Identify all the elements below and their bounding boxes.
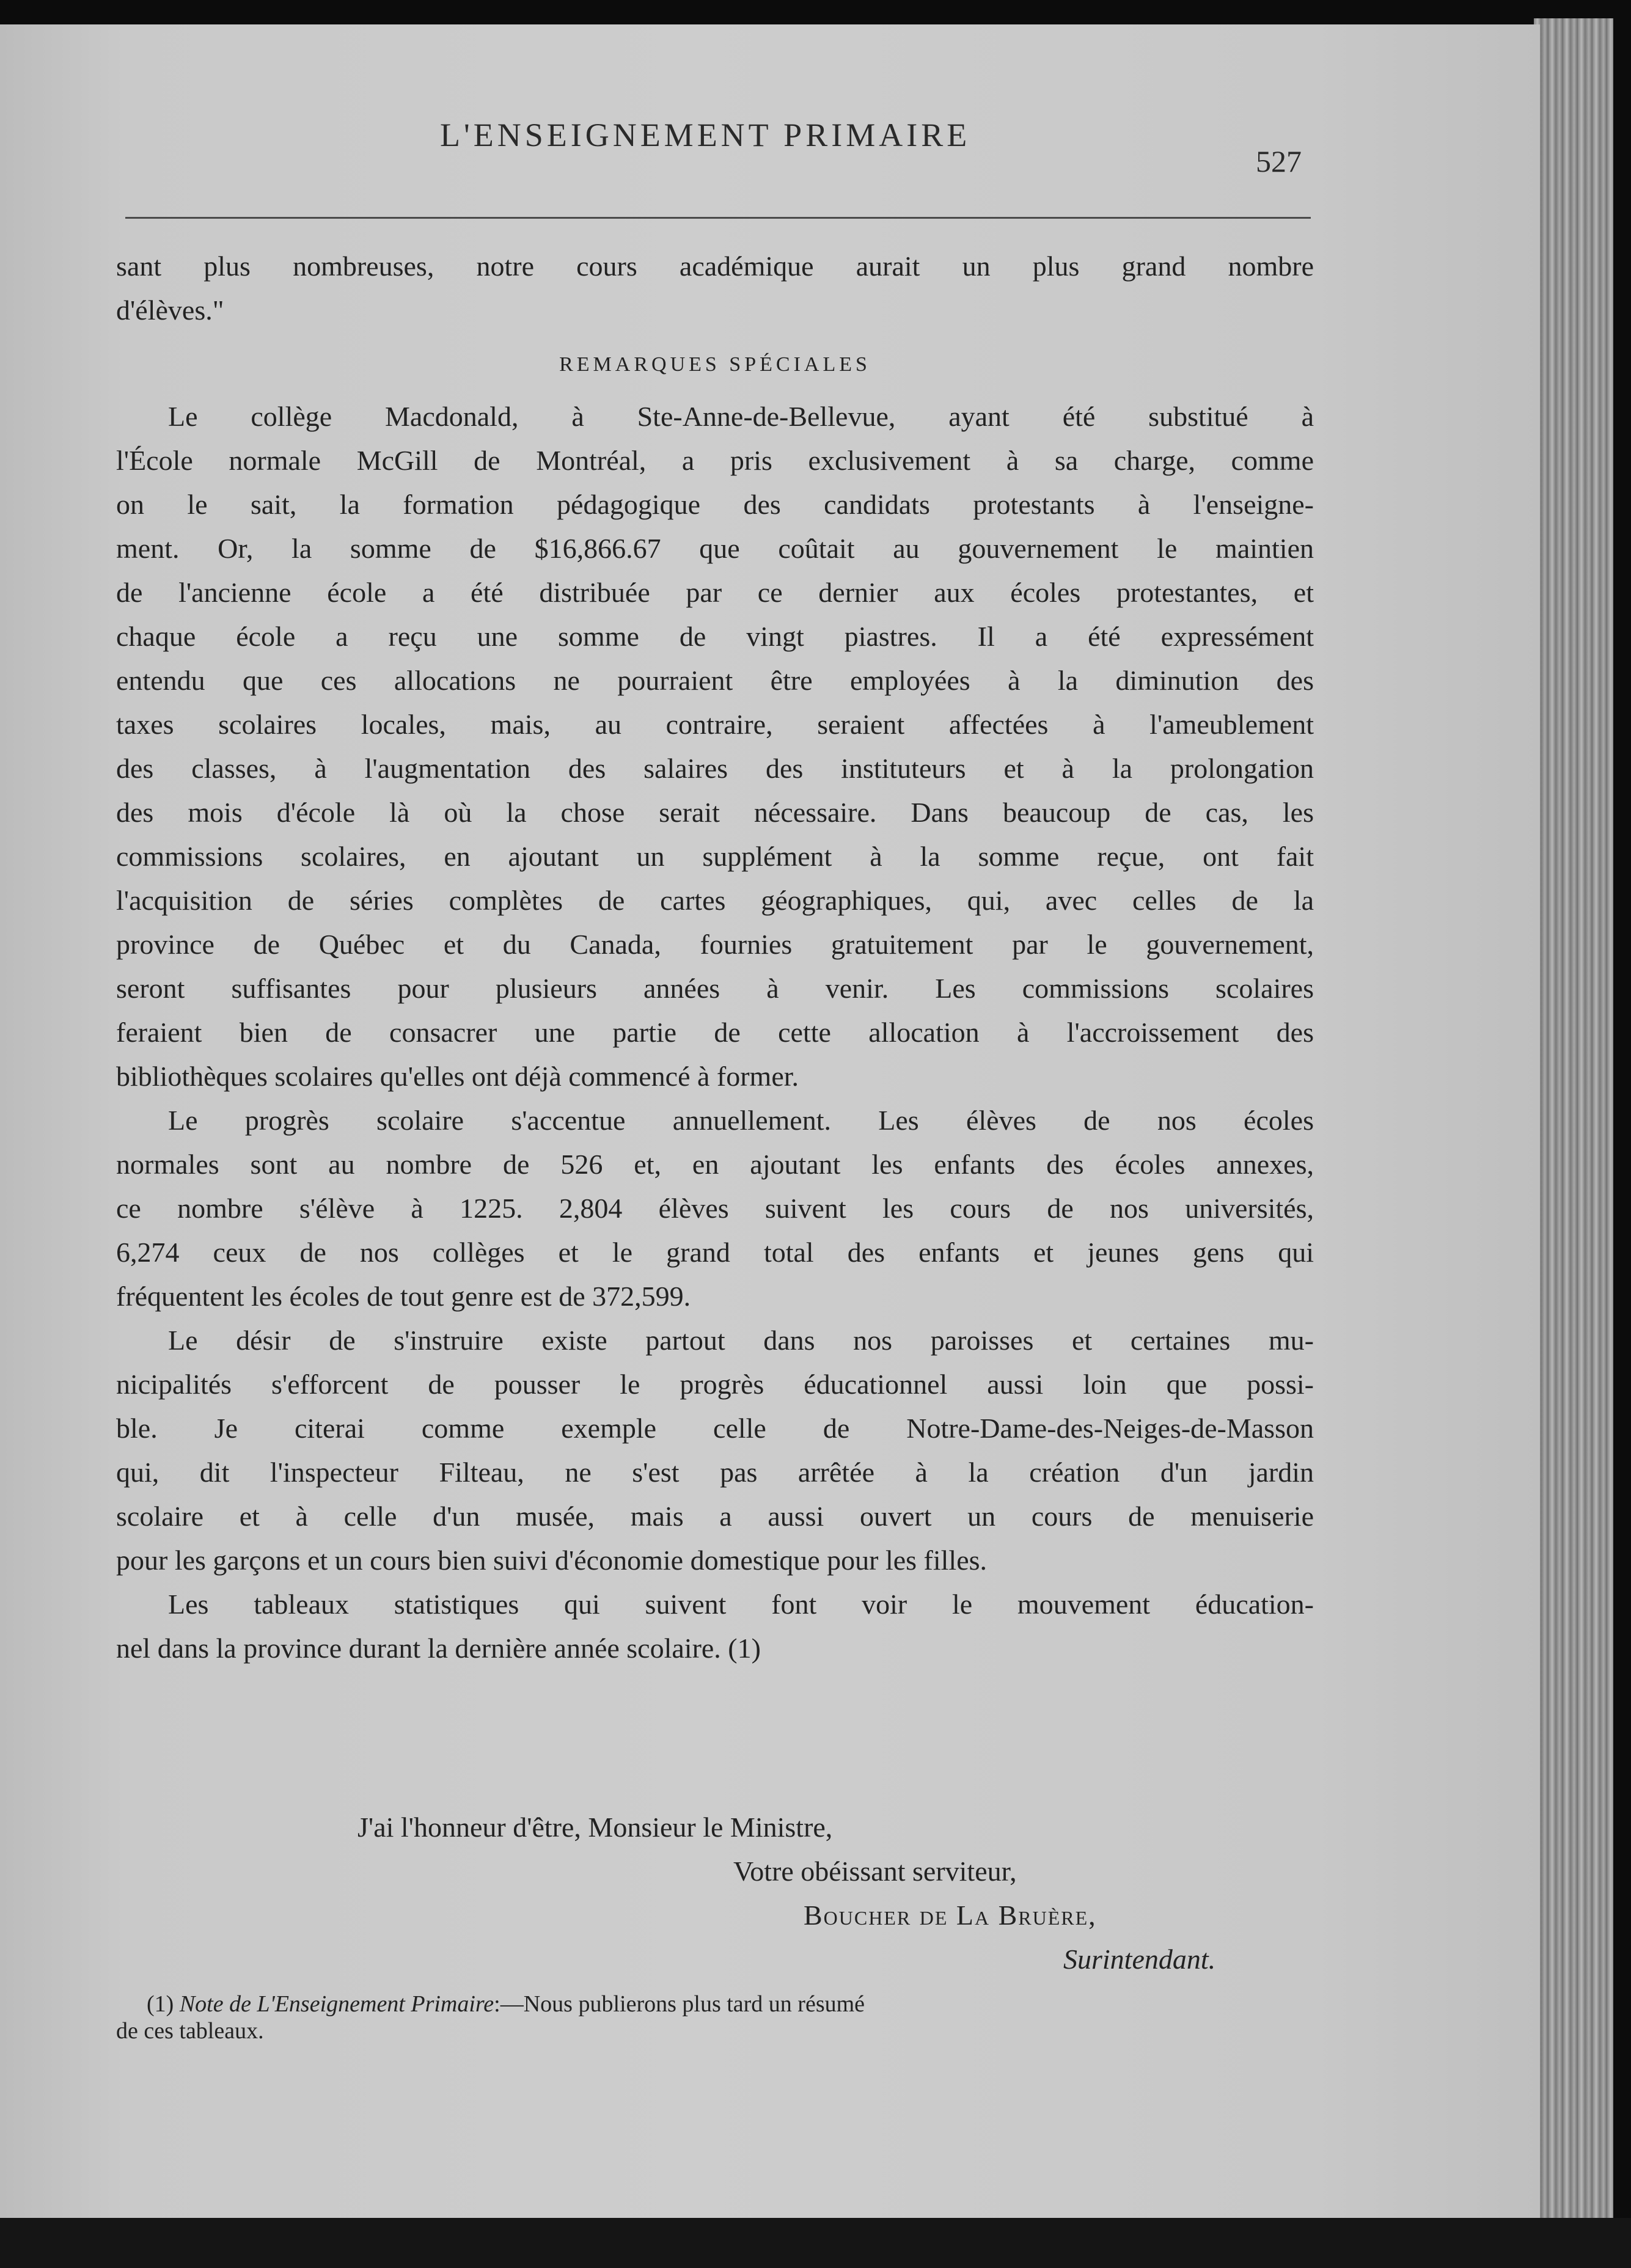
paragraph-3 [116, 1319, 1314, 1582]
text-line: d'élèves." [116, 294, 224, 326]
text-line: des mois d'école là où la chose serait nécessaire. Dans beaucoup de cas, les [116, 797, 1314, 828]
footnote-text: :—Nous publierons plus tard un résumé [494, 1991, 865, 2017]
footnote-text-continued: de ces tableaux. [116, 2018, 264, 2044]
text-line: Le progrès scolaire s'accentue annuellement. Les élèves de nos écoles [168, 1105, 1314, 1136]
text-line: Le désir de s'instruire existe partout dans nos paroisses et certaines mu- [168, 1325, 1314, 1356]
text-line: qui, dit l'inspecteur Filteau, ne s'est pas arrêtée à la création d'un jardin [116, 1457, 1314, 1488]
text-line: sant plus nombreuses, notre cours académique aurait un plus grand nombre [116, 251, 1314, 282]
text-line: province de Québec et du Canada, fournies gratuitement par le gouvernement, [116, 929, 1314, 960]
page [0, 24, 1540, 2236]
text-line: ble. Je citerai comme exemple celle de Notre-Dame-des-Neiges-de-Masson [116, 1413, 1314, 1444]
text-line: des classes, à l'augmentation des salaires des instituteurs et à la prolongation [116, 753, 1314, 784]
text-line: de l'ancienne école a été distribuée par ce dernier aux écoles protestantes, et [116, 577, 1314, 608]
text-line: feraient bien de consacrer une partie de cette allocation à l'accroissement des [116, 1017, 1314, 1048]
text-line: bibliothèques scolaires qu'elles ont déjà commencé à former. [116, 1061, 799, 1092]
text-line: Le collège Macdonald, à Ste-Anne-de-Bellevue, ayant été substitué à [168, 401, 1314, 432]
letter-closing [116, 1805, 1314, 1981]
text-line: pour les garçons et un cours bien suivi d'économie domestique pour les filles. [116, 1545, 988, 1576]
paragraph-4 [116, 1582, 1314, 1670]
text-line: fréquentent les écoles de tout genre est de 372,599. [116, 1281, 691, 1312]
text-line: Les tableaux statistiques qui suivent font voir le mouvement éducation- [168, 1589, 1314, 1620]
signatory-title: Surintendant. [1063, 1944, 1216, 1975]
text-line: ce nombre s'élève à 1225. 2,804 élèves suivent les cours de nos universités, [116, 1193, 1314, 1224]
text-line: 6,274 ceux de nos collèges et le grand total des enfants et jeunes gens qui [116, 1237, 1314, 1268]
body-text [116, 244, 1314, 1670]
salutation: J'ai l'honneur d'être, Monsieur le Ministre, [357, 1812, 833, 1843]
text-line: on le sait, la formation pédagogique des candidats protestants à l'enseigne- [116, 489, 1314, 520]
running-head: L'ENSEIGNEMENT PRIMAIRE [440, 117, 971, 153]
text-line: entendu que ces allocations ne pourraient être employées à la diminution des [116, 665, 1314, 696]
text-line: chaque école a reçu une somme de vingt piastres. Il a été expressément [116, 621, 1314, 652]
book-page-edges [1534, 18, 1613, 2242]
text-line: seront suffisantes pour plusieurs années à venir. Les commissions scolaires [116, 973, 1314, 1004]
signature: Boucher de La Bruère, [804, 1900, 1097, 1931]
text-line: ment. Or, la somme de $16,866.67 que coûtait au gouvernement le maintien [116, 533, 1314, 564]
header-rule [125, 217, 1311, 219]
scan-bottom-margin [0, 2218, 1631, 2268]
footnote [116, 1991, 1277, 2044]
text-line: nicipalités s'efforcent de pousser le progrès éducationnel aussi loin que possi- [116, 1369, 1314, 1400]
text-line: scolaire et à celle d'un musée, mais a aussi ouvert un cours de menuiserie [116, 1501, 1314, 1532]
text-line: l'École normale McGill de Montréal, a pris exclusivement à sa charge, comme [116, 445, 1314, 476]
text-line: taxes scolaires locales, mais, au contraire, seraient affectées à l'ameublement [116, 709, 1314, 740]
text-line: normales sont au nombre de 526 et, en ajoutant les enfants des écoles annexes, [116, 1149, 1314, 1180]
paragraph-1 [116, 395, 1314, 1099]
footnote-marker: (1) [147, 1991, 174, 2017]
text-line: l'acquisition de séries complètes de cartes géographiques, qui, avec celles de la [116, 885, 1314, 916]
paragraph-2 [116, 1099, 1314, 1319]
footnote-label: Note de L'Enseignement Primaire [179, 1991, 494, 2017]
valediction: Votre obéissant serviteur, [733, 1856, 1017, 1887]
section-heading: REMARQUES SPÉCIALES [559, 353, 871, 376]
page-number: 527 [1256, 144, 1302, 178]
text-line: commissions scolaires, en ajoutant un supplément à la somme reçue, ont fait [116, 841, 1314, 872]
text-line: nel dans la province durant la dernière année scolaire. (1) [116, 1633, 761, 1664]
